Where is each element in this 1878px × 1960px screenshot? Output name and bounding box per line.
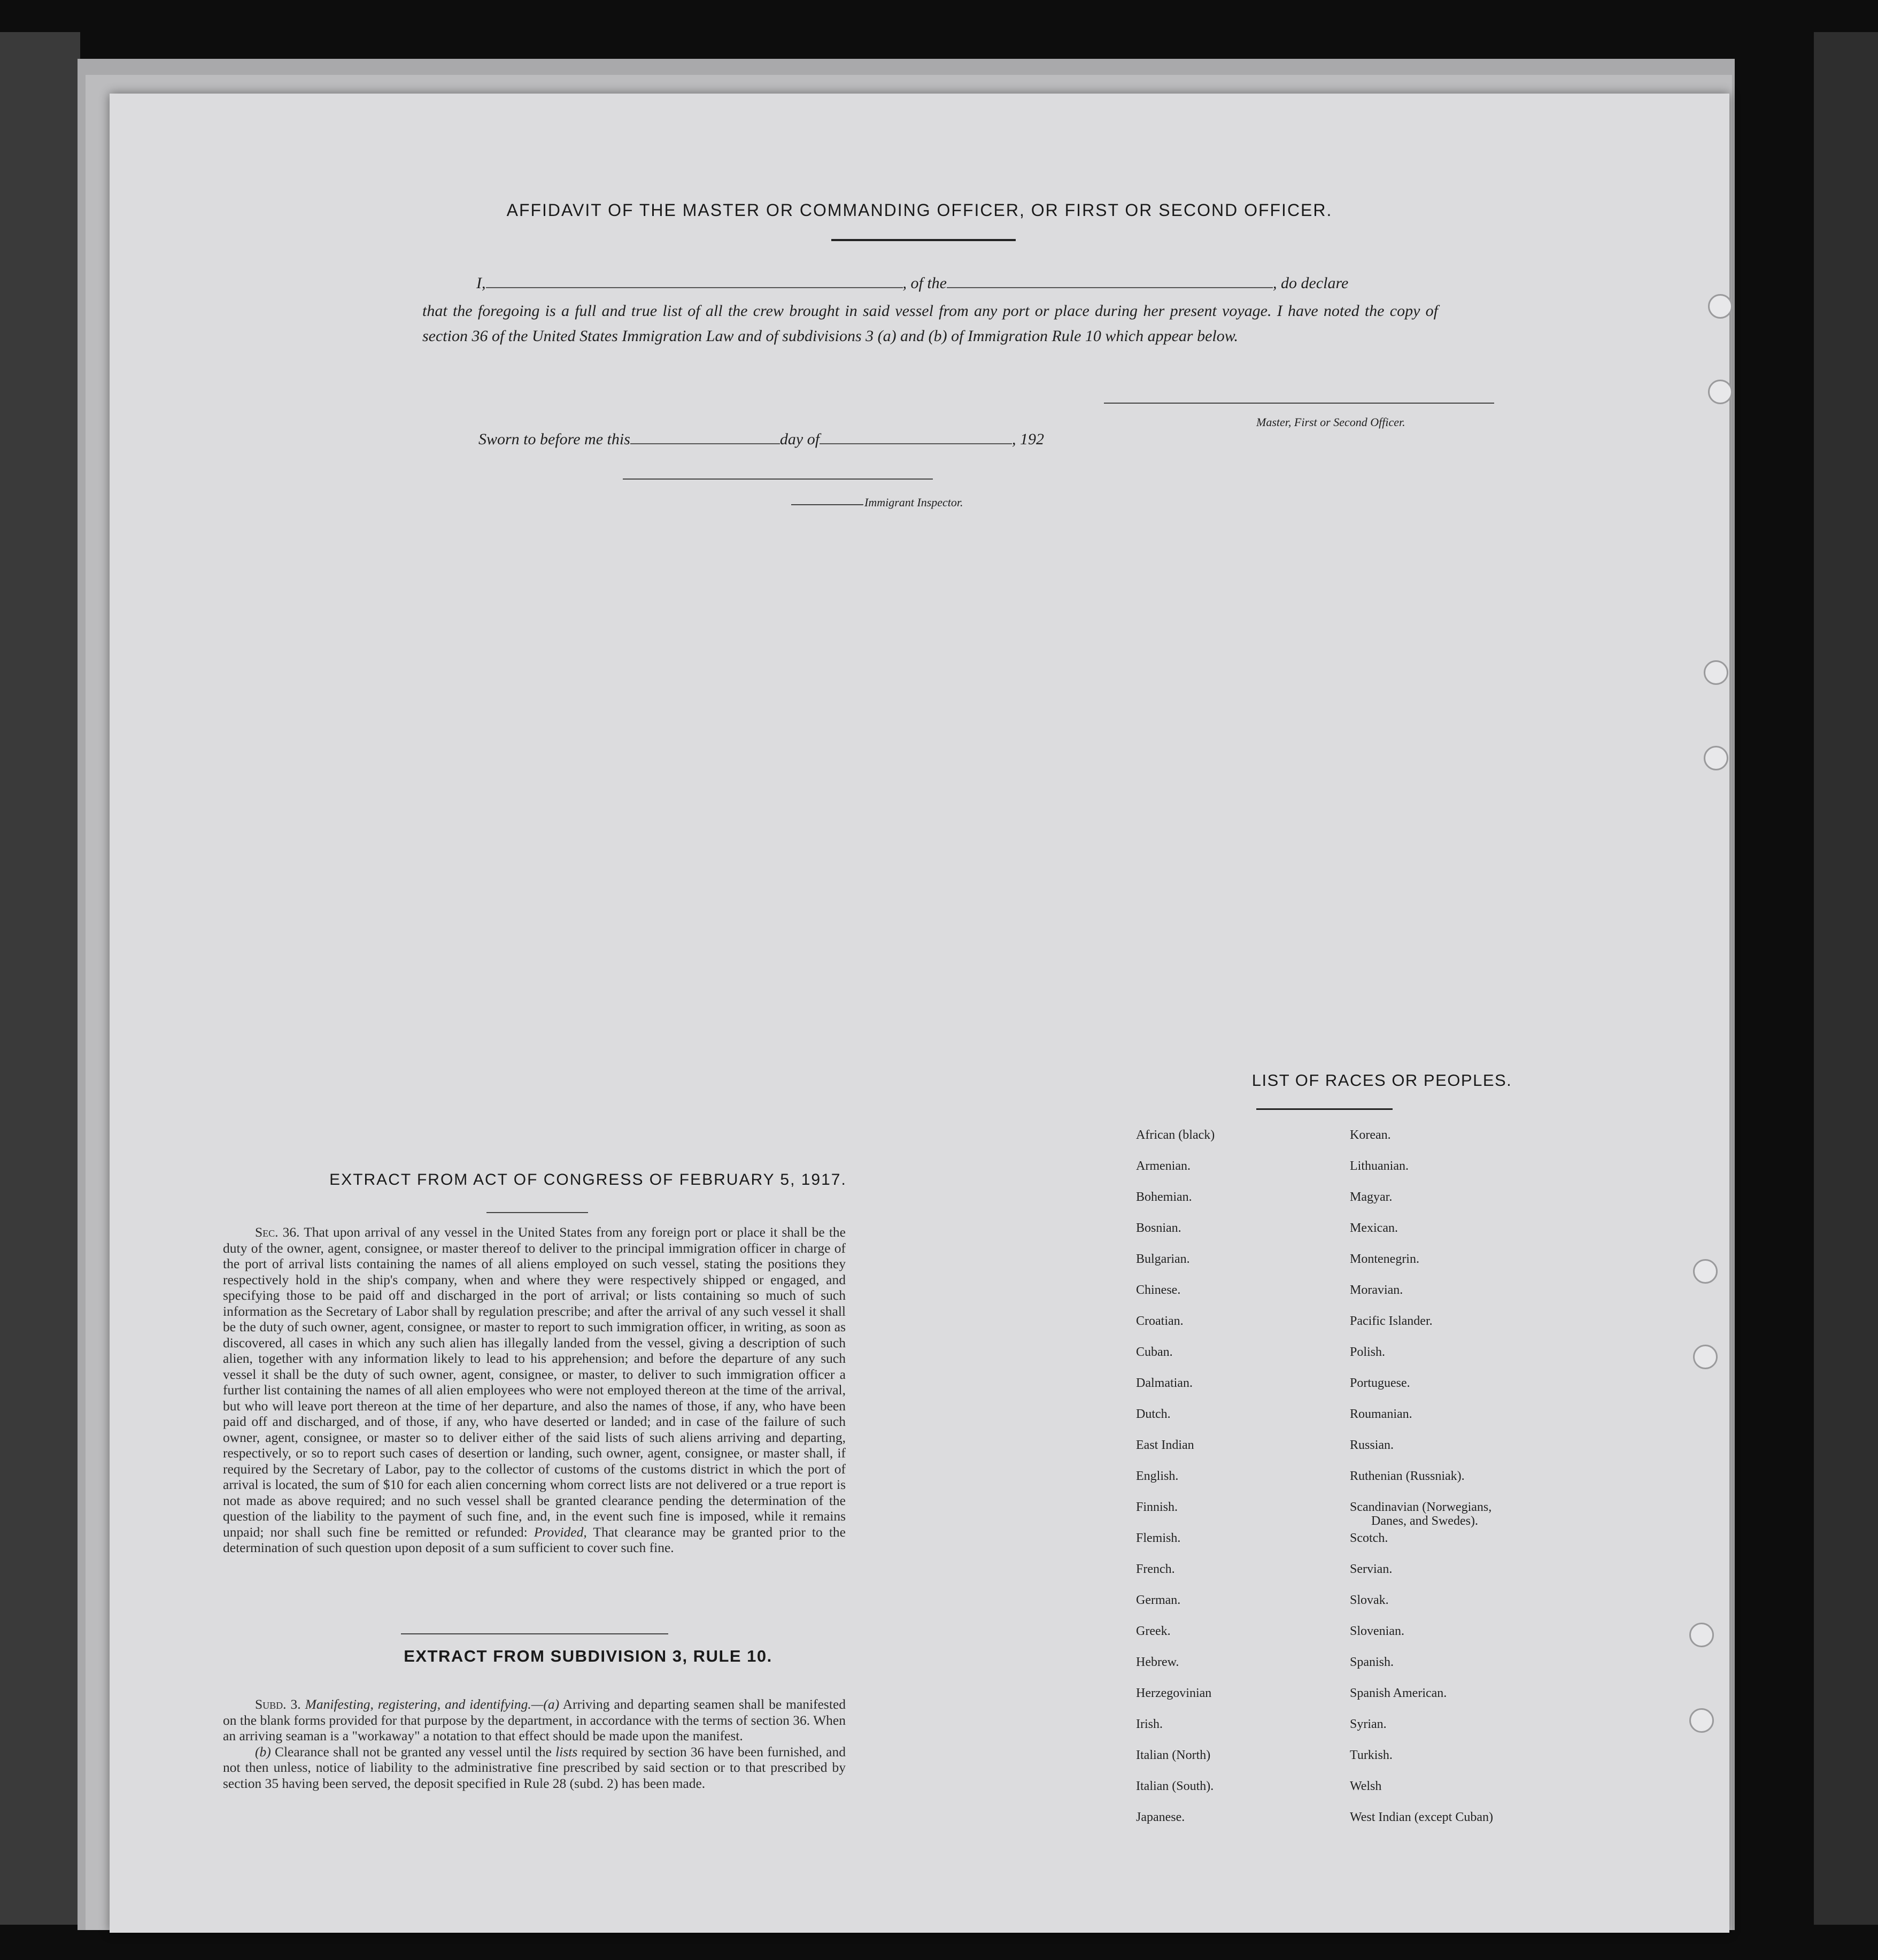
race-item: Polish.	[1350, 1345, 1386, 1359]
punch-hole-icon	[1708, 294, 1733, 319]
extract-act-rule	[486, 1212, 588, 1213]
races-title-underline	[1256, 1108, 1393, 1110]
race-item: Mexican.	[1350, 1221, 1398, 1235]
proviso-label: Provided,	[534, 1524, 587, 1540]
race-item: Portuguese.	[1350, 1376, 1410, 1390]
extract-rule-title: EXTRACT FROM SUBDIVISION 3, RULE 10.	[404, 1647, 772, 1665]
race-item: Herzegovinian	[1136, 1686, 1212, 1700]
proviso-text: That clearance may be granted prior to the determination of such question upon deposit of a sum sufficient to cover such fine.	[223, 1524, 846, 1555]
extract-divider	[401, 1633, 668, 1634]
subd-b-text-2: required by section 36 have been furnished, and not then unless, notice of liability to the administrative fine prescribed by said section or to that prescribed by section 35 having been served, the deposit specified in Rule 28 (subd. 2) has been made.	[223, 1743, 846, 1791]
race-item: Lithuanian.	[1350, 1159, 1409, 1173]
document-page	[110, 94, 1729, 1933]
subd-b-label: (b)	[255, 1743, 271, 1760]
declarant-name-blank[interactable]	[486, 287, 903, 288]
race-item: Welsh	[1350, 1779, 1382, 1793]
inspector-label: Immigrant Inspector.	[864, 496, 963, 509]
race-item: Moravian.	[1350, 1283, 1403, 1297]
race-item: Bosnian.	[1136, 1221, 1181, 1235]
punch-hole-icon	[1704, 660, 1728, 685]
race-item: Turkish.	[1350, 1748, 1393, 1762]
sworn-line	[478, 430, 1044, 449]
race-item: Slovenian.	[1350, 1624, 1404, 1638]
day-of-label: day of	[779, 430, 820, 448]
race-item: French.	[1136, 1562, 1175, 1576]
sworn-day-blank[interactable]	[630, 443, 780, 444]
race-item: Spanish.	[1350, 1655, 1394, 1669]
subdivision-b-paragraph	[223, 1744, 846, 1792]
race-item: Hebrew.	[1136, 1655, 1179, 1669]
declarant-prefix: I,	[476, 274, 486, 292]
affidavit-paragraph: that the foregoing is a full and true list of all the crew brought in said vessel from any port or place during her present voyage. I have noted the copy of section 36 of the United States Immigration Law and of subdivisions 3 (a) and (b) of Immigration Rule 10 which appear below.	[422, 302, 1438, 345]
punch-hole-icon	[1708, 380, 1733, 404]
affidavit-title: AFFIDAVIT OF THE MASTER OR COMMANDING OFFICER, OR FIRST OR SECOND OFFICER.	[506, 200, 1333, 220]
race-item: Greek.	[1136, 1624, 1171, 1638]
race-item: Scotch.	[1350, 1531, 1388, 1545]
extract-act-title: EXTRACT FROM ACT OF CONGRESS OF FEBRUARY 5, 1917.	[329, 1171, 847, 1189]
race-item: East Indian	[1136, 1438, 1194, 1452]
of-the-label: , of the	[902, 274, 947, 292]
subdivision-a-paragraph	[223, 1696, 846, 1744]
year-prefix: , 192	[1012, 430, 1045, 448]
race-item: Pacific Islander.	[1350, 1314, 1433, 1328]
race-item: Italian (North)	[1136, 1748, 1211, 1762]
extract-rule-body	[223, 1696, 846, 1791]
race-item: Korean.	[1350, 1128, 1391, 1142]
race-item: Montenegrin.	[1350, 1252, 1419, 1266]
race-item: Roumanian.	[1350, 1407, 1412, 1421]
race-item: Magyar.	[1350, 1190, 1393, 1204]
sworn-month-blank[interactable]	[820, 443, 1012, 444]
subd-b-lists: lists	[555, 1743, 578, 1760]
race-item: Dutch.	[1136, 1407, 1171, 1421]
inspector-signature-line[interactable]	[623, 479, 933, 480]
race-item: Cuban.	[1136, 1345, 1173, 1359]
vessel-name-blank[interactable]	[947, 287, 1273, 288]
race-item: Russian.	[1350, 1438, 1394, 1452]
film-edge-left	[0, 32, 80, 1925]
race-item: German.	[1136, 1593, 1181, 1607]
declare-label: , do declare	[1273, 274, 1349, 292]
film-edge-right	[1814, 32, 1878, 1925]
extract-act-body	[223, 1224, 846, 1556]
declaration-line	[476, 274, 1348, 292]
race-item: Japanese.	[1136, 1810, 1185, 1824]
master-signature-label: Master, First or Second Officer.	[1256, 415, 1405, 429]
sworn-prefix: Sworn to before me this	[478, 430, 630, 448]
race-item: Irish.	[1136, 1717, 1163, 1731]
race-item: Scandinavian (Norwegians,	[1350, 1500, 1492, 1514]
race-item: Chinese.	[1136, 1283, 1181, 1297]
race-item: West Indian (except Cuban)	[1350, 1810, 1493, 1824]
race-item: English.	[1136, 1469, 1179, 1483]
races-title: LIST OF RACES OR PEOPLES.	[1251, 1071, 1512, 1090]
subd-b-text-1: Clearance shall not be granted any vessel until the	[274, 1743, 552, 1760]
punch-hole-icon	[1693, 1259, 1718, 1284]
punch-hole-icon	[1689, 1623, 1714, 1647]
race-item: Servian.	[1350, 1562, 1393, 1576]
race-item: African (black)	[1136, 1128, 1215, 1142]
punch-hole-icon	[1689, 1708, 1714, 1733]
punch-hole-icon	[1704, 746, 1728, 770]
subd-heading: Manifesting, registering, and identifying.—(a)	[305, 1696, 560, 1712]
races-right-column	[1350, 1128, 1493, 1841]
race-item: Bulgarian.	[1136, 1252, 1190, 1266]
subd-label: Subd. 3.	[255, 1696, 301, 1712]
section-text: That upon arrival of any vessel in the United States from any foreign port or place it shall be the duty of the owner, agent, consignee, or master thereof to deliver to the principal immigration officer in charge of the port of arrival lists containing the names of all aliens employed on such vessel, stating the positions they respectively hold in the ship's company, when and where they were respectively shipped or engaged, and specifying those to be paid off and discharged in the port of arrival; or lists containing so much of such information as the Secretary of Labor shall by regulation prescribe; and after the arrival of any such vessel it shall be the duty of such owner, agent, consignee, or master to report to such immigration officer, in writing, as soon as discovered, all cases in which any such alien has illegally landed from the vessel, giving a description of such alien, together with any information likely to lead to his apprehension; and before the departure of any such vessel it shall be the duty of such owner, agent, consignee, or master, to deliver to such immigration officer a further list containing the names of all alien employees who were not employed thereon at the time of the arrival, but who will leave port thereon at the time of her departure, and also the names of those, if any, who have been paid off and discharged, and of those, if any, who have deserted or landed; and in case of the failure of such owner, agent, consignee, or master so to deliver either of the said lists of such aliens arriving and departing, respectively, or so to report such cases of desertion or landing, such owner, agent, consignee, or master shall, if required by the Secretary of Labor, pay to the collector of customs of the customs district in which the port of arrival is located, the sum of $10 for each alien concerning whom correct lists are not delivered or a true report is not made as above required; and no such vessel shall be granted clearance pending the determination of the question of the liability to the payment of such fine, and, in the event such fine is imposed, while it remains unpaid; nor shall such fine be remitted or refunded:	[223, 1224, 846, 1540]
master-signature-line[interactable]	[1104, 403, 1494, 404]
race-item: Slovak.	[1350, 1593, 1389, 1607]
race-item: Armenian.	[1136, 1159, 1191, 1173]
subd-a-text: Arriving and departing seamen shall be manifested on the blank forms provided for that purpose by the department, in accordance with the terms of section 36. When an arriving seaman is a "workaway" a notation to that effect should be made upon the manifest.	[223, 1696, 846, 1743]
race-item: Spanish American.	[1350, 1686, 1447, 1700]
race-item: Ruthenian (Russniak).	[1350, 1469, 1465, 1483]
race-item: Flemish.	[1136, 1531, 1181, 1545]
race-item: Syrian.	[1350, 1717, 1387, 1731]
punch-hole-icon	[1693, 1345, 1718, 1369]
inspector-lead-line	[791, 504, 863, 505]
race-item-scandinavian	[1350, 1500, 1493, 1531]
race-item: Croatian.	[1136, 1314, 1184, 1328]
race-item: Italian (South).	[1136, 1779, 1214, 1793]
race-item: Finnish.	[1136, 1500, 1178, 1514]
race-item: Dalmatian.	[1136, 1376, 1193, 1390]
title-underline	[831, 239, 1016, 241]
race-item-continuation: Danes, and Swedes).	[1371, 1514, 1478, 1528]
race-item: Bohemian.	[1136, 1190, 1192, 1204]
section-label: Sec. 36.	[255, 1224, 300, 1240]
races-left-column	[1136, 1128, 1215, 1841]
